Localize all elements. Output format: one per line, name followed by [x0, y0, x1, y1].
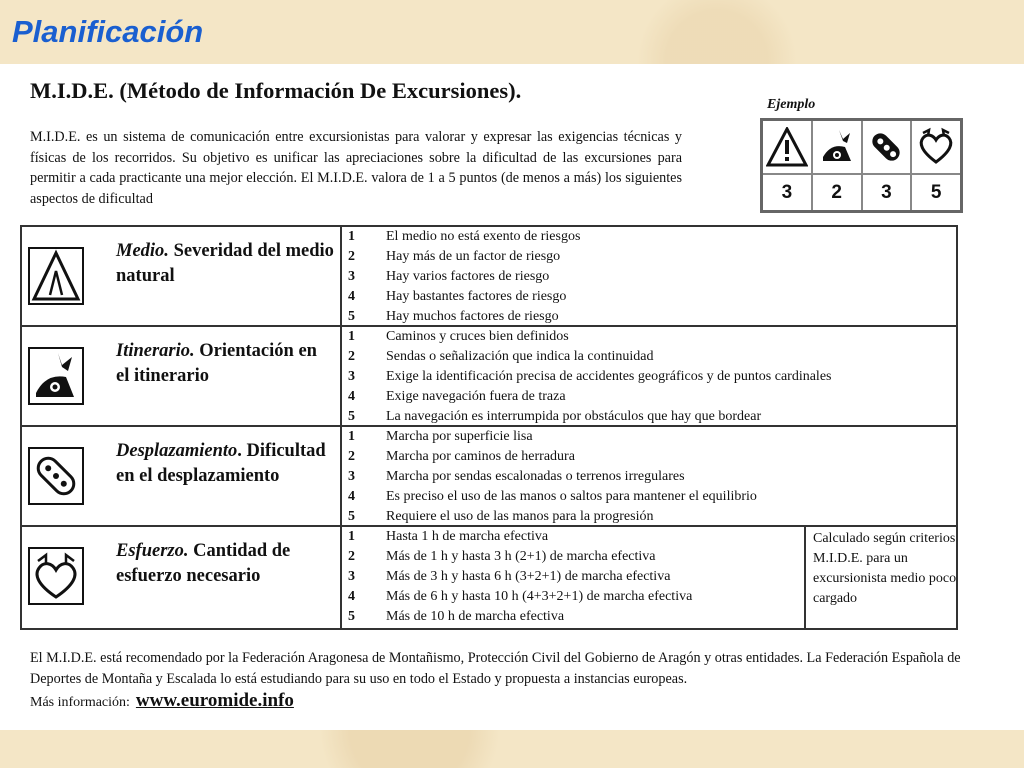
footer-paragraph: El M.I.D.E. está recomendado por la Federación Aragonesa de Montañismo, Protección Civil del Gobierno de Aragón y otras entidades. La Federación Española de Deportes de Montaña y Escalada lo está estudiando para su uso en todo el Estado y propuesta a instancias europeas. [30, 650, 961, 687]
table-row [22, 527, 956, 628]
divider [340, 427, 342, 525]
row-label: Desplazamiento. Dificultad en el desplazamiento [116, 441, 326, 486]
list-item: 5 Más de 10 h de marcha efectiva [348, 609, 565, 624]
boot-icon [863, 121, 911, 175]
effort-note: Calculado según criterios M.I.D.E. para un excursionista medio poco cargado [813, 531, 957, 606]
row-label: Medio. Severidad del medio natural [116, 241, 334, 286]
heart-effort-icon [912, 121, 960, 175]
example-cell [863, 121, 913, 210]
mide-table [20, 225, 958, 630]
more-info-link[interactable]: www.euromide.info [135, 690, 294, 711]
level-list [348, 327, 831, 427]
more-info [30, 690, 294, 712]
list-item: 3 Marcha por sendas escalonadas o terrenos irregulares [348, 469, 685, 484]
list-item: 3 Más de 3 h y hasta 6 h (3+2+1) de marcha efectiva [348, 569, 671, 584]
level-list [348, 527, 692, 627]
example-value: 5 [930, 181, 942, 203]
list-item: 5 Hay muchos factores de riesgo [348, 309, 559, 324]
row-label: Esfuerzo. Cantidad de esfuerzo necesario [116, 541, 291, 586]
level-list [348, 227, 580, 327]
list-item: 1 El medio no está exento de riesgos [348, 229, 581, 244]
divider [340, 527, 342, 628]
list-item: 2 Más de 1 h y hasta 3 h (2+1) de marcha efectiva [348, 549, 656, 564]
slide-title: Planificación [12, 14, 204, 49]
signpost-icon [28, 347, 84, 405]
list-item: 3 Exige la identificación precisa de accidentes geográficos y de puntos cardinales [348, 369, 832, 384]
example-box [760, 118, 963, 213]
list-item: 3 Hay varios factores de riesgo [348, 269, 550, 284]
document-title: M.I.D.E. (Método de Información De Excursiones). [30, 78, 522, 103]
example-cell [912, 121, 960, 210]
list-item: 4 Hay bastantes factores de riesgo [348, 289, 567, 304]
level-list [348, 427, 757, 527]
example-value: 2 [831, 181, 842, 203]
example-cell [763, 121, 813, 210]
divider [340, 327, 342, 425]
warning-triangle-icon [763, 121, 811, 175]
list-item: 4 Exige navegación fuera de traza [348, 389, 566, 404]
heart-effort-icon [28, 547, 84, 605]
row-label: Itinerario. Orientación en el itinerario [116, 341, 317, 386]
warning-triangle-icon [28, 247, 84, 305]
list-item: 5 La navegación es interrumpida por obstáculos que hay que bordear [348, 409, 762, 424]
list-item: 1 Hasta 1 h de marcha efectiva [348, 529, 549, 544]
table-row [22, 327, 956, 427]
signpost-icon [813, 121, 861, 175]
list-item: 1 Caminos y cruces bien definidos [348, 329, 569, 344]
example-value: 3 [881, 181, 892, 203]
more-info-label: Más información: [30, 695, 130, 710]
divider [804, 527, 806, 628]
list-item: 4 Es preciso el uso de las manos o saltos para mantener el equilibrio [348, 489, 757, 504]
example-cell [813, 121, 863, 210]
list-item: 2 Sendas o señalización que indica la continuidad [348, 349, 654, 364]
intro-paragraph: M.I.D.E. es un sistema de comunicación entre excursionistas para valorar y expresar las exigencias técnicas y físicas de los recorridos. Su objetivo es unificar las apreciaciones sobre la dificultad de las excursiones para permitir a cada practicante una mejor elección. El M.I.D.E. valora de 1 a 5 puntos (de menos a más) los siguientes aspectos de dificultad [30, 129, 682, 207]
list-item: 2 Hay más de un factor de riesgo [348, 249, 561, 264]
document-image [0, 64, 1024, 730]
table-row [22, 427, 956, 527]
list-item: 2 Marcha por caminos de herradura [348, 449, 575, 464]
example-label: Ejemplo [767, 97, 816, 112]
list-item: 4 Más de 6 h y hasta 10 h (4+3+2+1) de marcha efectiva [348, 589, 693, 604]
boot-icon [28, 447, 84, 505]
example-value: 3 [781, 181, 793, 203]
table-row [22, 227, 956, 327]
list-item: 1 Marcha por superficie lisa [348, 429, 533, 444]
list-item: 5 Requiere el uso de las manos para la progresión [348, 509, 654, 524]
divider [340, 227, 342, 325]
